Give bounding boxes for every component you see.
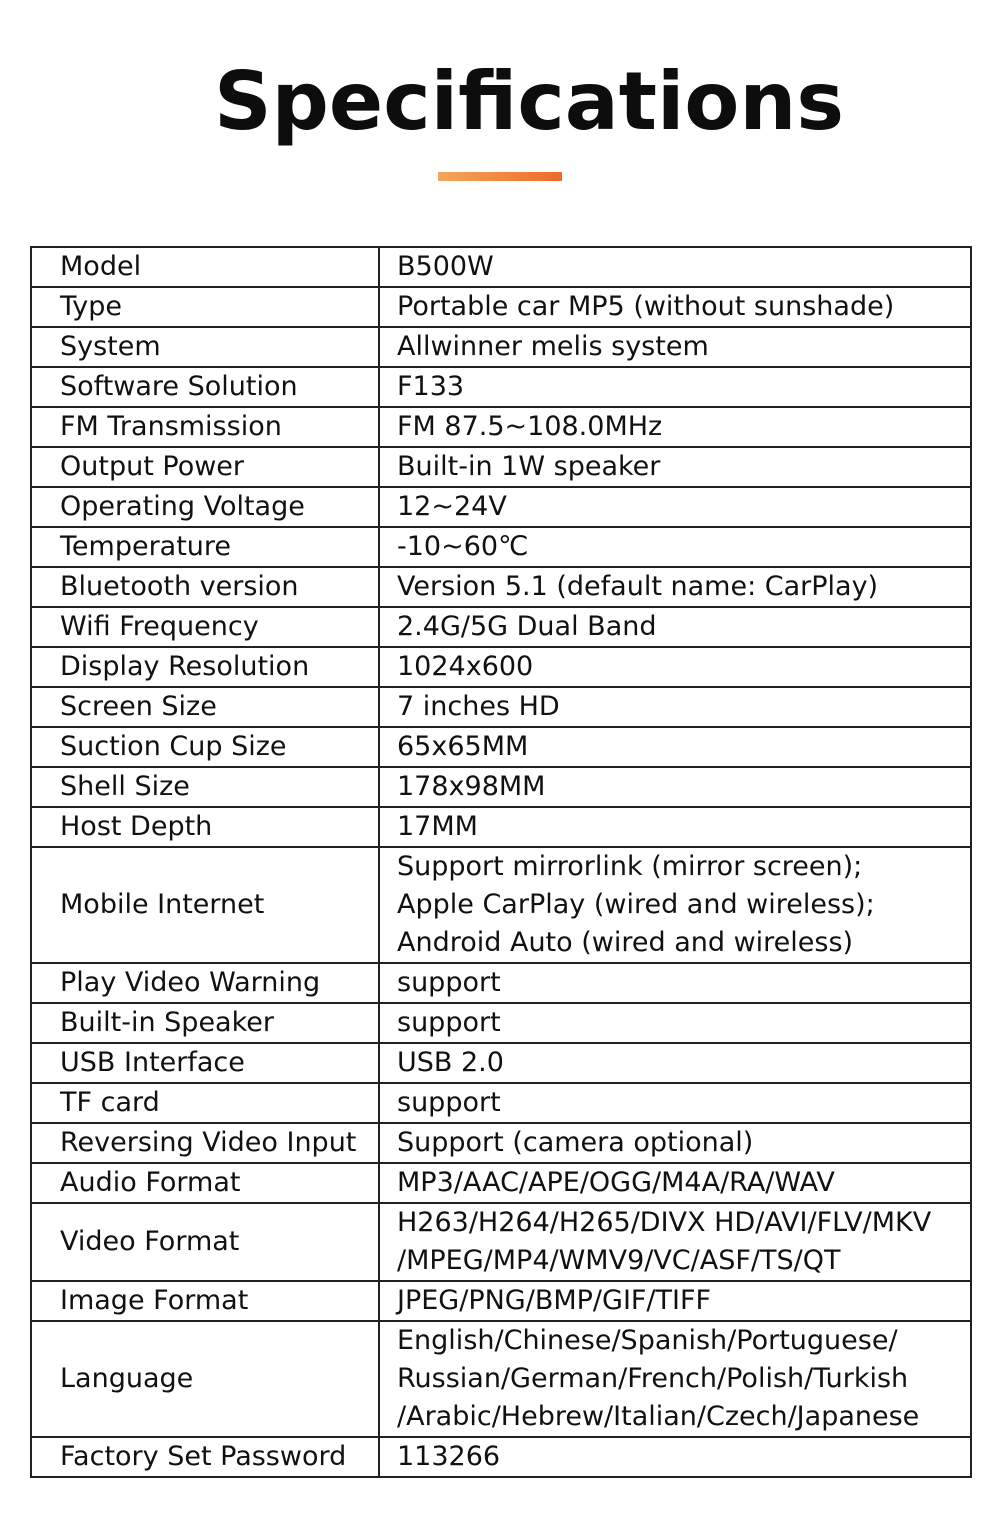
spec-label: Operating Voltage (31, 487, 379, 527)
spec-row (31, 1123, 971, 1163)
spec-value-line: 12~24V (397, 491, 507, 522)
spec-row (31, 687, 971, 727)
spec-label: Reversing Video Input (31, 1123, 379, 1163)
spec-value-line: 178x98MM (397, 771, 546, 802)
spec-label: Wifi Frequency (31, 607, 379, 647)
spec-value (379, 247, 971, 287)
page-title: Specifications (214, 55, 844, 148)
spec-value-line: H263/H264/H265/DIVX HD/AVI/FLV/MKV (397, 1207, 932, 1238)
spec-value (379, 767, 971, 807)
spec-value-line: Support mirrorlink (mirror screen); (397, 851, 863, 882)
spec-label: Video Format (31, 1203, 379, 1281)
spec-row (31, 487, 971, 527)
spec-label: Output Power (31, 447, 379, 487)
spec-row (31, 1281, 971, 1321)
spec-value-line: JPEG/PNG/BMP/GIF/TIFF (397, 1285, 712, 1316)
spec-row (31, 447, 971, 487)
spec-value (379, 1123, 971, 1163)
spec-value (379, 327, 971, 367)
spec-value-line: support (397, 1007, 501, 1038)
spec-label: Screen Size (31, 687, 379, 727)
spec-value (379, 1281, 971, 1321)
spec-label: FM Transmission (31, 407, 379, 447)
spec-label: Suction Cup Size (31, 727, 379, 767)
spec-label: Type (31, 287, 379, 327)
spec-value (379, 1083, 971, 1123)
spec-row (31, 847, 971, 963)
spec-value-line: 1024x600 (397, 651, 534, 682)
spec-value (379, 1437, 971, 1477)
spec-value-line: /MPEG/MP4/WMV9/VC/ASF/TS/QT (397, 1245, 841, 1276)
spec-row (31, 1437, 971, 1477)
spec-label: Factory Set Password (31, 1437, 379, 1477)
spec-row (31, 527, 971, 567)
spec-value-line: 7 inches HD (397, 691, 560, 722)
spec-value-line: Version 5.1 (default name: CarPlay) (397, 571, 879, 602)
spec-value-line: English/Chinese/Spanish/Portuguese/ (397, 1325, 898, 1356)
spec-label: Image Format (31, 1281, 379, 1321)
spec-value (379, 1163, 971, 1203)
spec-label: Play Video Warning (31, 963, 379, 1003)
spec-value (379, 1321, 971, 1437)
spec-value (379, 287, 971, 327)
spec-value-line: 65x65MM (397, 731, 529, 762)
spec-row (31, 1321, 971, 1437)
specifications-table-body (31, 247, 971, 1477)
spec-value-line: -10~60℃ (397, 531, 529, 562)
spec-value-line: 17MM (397, 811, 478, 842)
spec-value (379, 447, 971, 487)
spec-value-line: B500W (397, 251, 494, 282)
spec-value (379, 807, 971, 847)
spec-value-line: MP3/AAC/APE/OGG/M4A/RA/WAV (397, 1167, 835, 1198)
specifications-table (30, 246, 972, 1478)
spec-label: Host Depth (31, 807, 379, 847)
spec-value-line: 2.4G/5G Dual Band (397, 611, 657, 642)
spec-value (379, 963, 971, 1003)
spec-label: Software Solution (31, 367, 379, 407)
spec-value-line: Portable car MP5 (without sunshade) (397, 291, 895, 322)
spec-value-line: Apple CarPlay (wired and wireless); (397, 889, 875, 920)
spec-row (31, 1083, 971, 1123)
spec-label: Model (31, 247, 379, 287)
spec-row (31, 607, 971, 647)
spec-row (31, 1203, 971, 1281)
spec-value-line: Android Auto (wired and wireless) (397, 927, 854, 958)
spec-row (31, 807, 971, 847)
spec-row (31, 367, 971, 407)
spec-value (379, 1043, 971, 1083)
spec-row (31, 407, 971, 447)
spec-row (31, 567, 971, 607)
spec-row (31, 727, 971, 767)
spec-value (379, 567, 971, 607)
spec-value-line: support (397, 967, 501, 998)
spec-value-line: /Arabic/Hebrew/Italian/Czech/Japanese (397, 1401, 920, 1432)
spec-row (31, 287, 971, 327)
spec-row (31, 767, 971, 807)
spec-row (31, 247, 971, 287)
spec-value (379, 687, 971, 727)
spec-label: Bluetooth version (31, 567, 379, 607)
spec-row (31, 1043, 971, 1083)
spec-value-line: Allwinner melis system (397, 331, 709, 362)
spec-value-line: Built-in 1W speaker (397, 451, 661, 482)
spec-row (31, 327, 971, 367)
spec-value-line: support (397, 1087, 501, 1118)
spec-label: System (31, 327, 379, 367)
spec-value (379, 407, 971, 447)
spec-label: Mobile Internet (31, 847, 379, 963)
spec-value (379, 487, 971, 527)
spec-label: Language (31, 1321, 379, 1437)
spec-value (379, 607, 971, 647)
spec-value (379, 647, 971, 687)
spec-value-line: 113266 (397, 1441, 501, 1472)
spec-label: Temperature (31, 527, 379, 567)
spec-label: TF card (31, 1083, 379, 1123)
spec-value-line: Support (camera optional) (397, 1127, 754, 1158)
spec-value-line: Russian/German/French/Polish/Turkish (397, 1363, 909, 1394)
spec-value (379, 847, 971, 963)
spec-row (31, 1163, 971, 1203)
spec-row (31, 1003, 971, 1043)
spec-label: Built-in Speaker (31, 1003, 379, 1043)
spec-row (31, 647, 971, 687)
spec-value (379, 1203, 971, 1281)
spec-value-line: F133 (397, 371, 465, 402)
spec-value (379, 527, 971, 567)
spec-label: USB Interface (31, 1043, 379, 1083)
spec-value-line: FM 87.5~108.0MHz (397, 411, 663, 442)
spec-row (31, 963, 971, 1003)
spec-value (379, 367, 971, 407)
spec-value (379, 727, 971, 767)
spec-label: Display Resolution (31, 647, 379, 687)
spec-label: Shell Size (31, 767, 379, 807)
spec-value-line: USB 2.0 (397, 1047, 504, 1078)
title-accent-bar (438, 172, 562, 181)
spec-label: Audio Format (31, 1163, 379, 1203)
spec-value (379, 1003, 971, 1043)
